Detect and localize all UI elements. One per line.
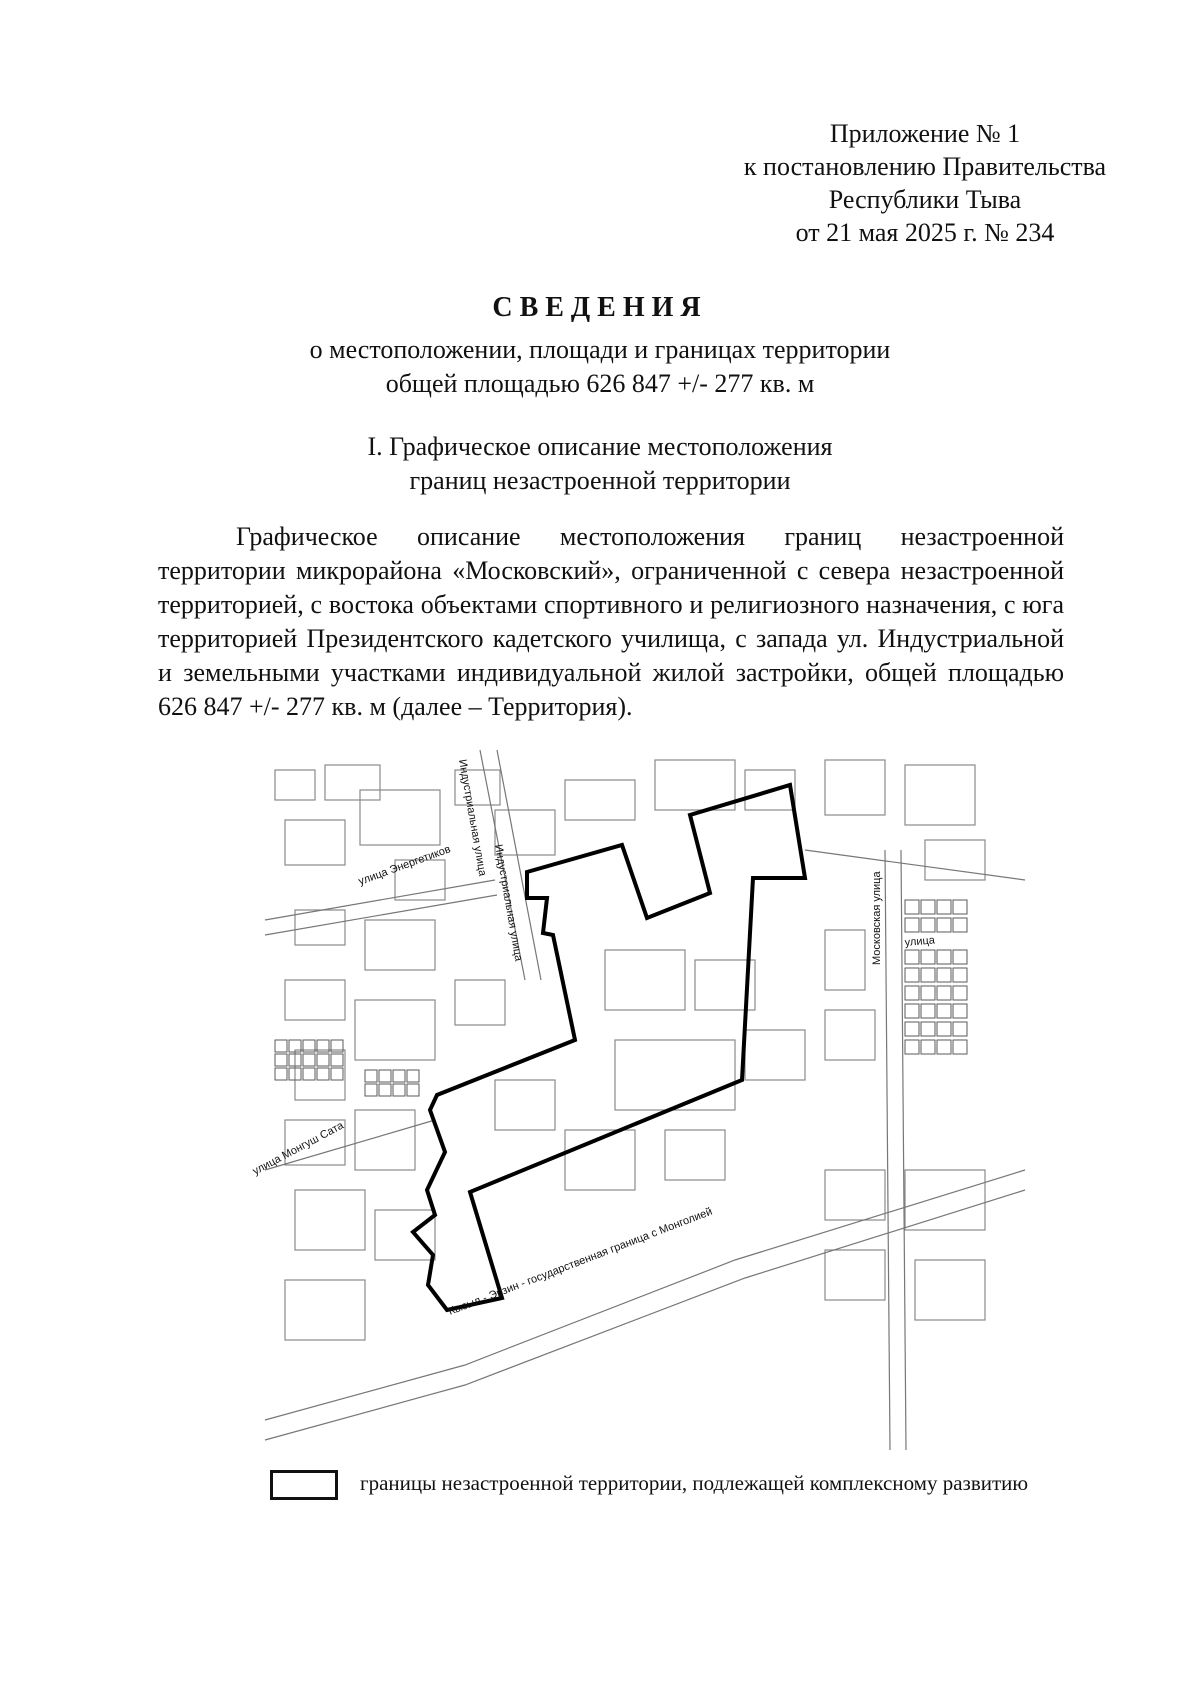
territory-map (250, 750, 1025, 1450)
appendix-date: от 21 мая 2025 г. № 234 (795, 218, 1055, 247)
subtitle-line-2: общей площадью 626 847 +/- 277 кв. м (385, 369, 815, 398)
appendix-number: Приложение № 1 (829, 119, 1021, 148)
section-heading (0, 430, 1200, 498)
legend-symbol (270, 1470, 338, 1500)
map-roads (265, 750, 1025, 1450)
map-background-blocks (275, 760, 985, 1340)
appendix-republic: Республики Тыва (828, 185, 1022, 214)
street-label-industrialnaya-top: Индустриальная улица (456, 758, 489, 878)
appendix-block (700, 117, 1150, 249)
street-label-mongush-sat: улица Монгуш Сата (250, 1119, 346, 1178)
street-label-energetikov: улица Энергетиков (356, 843, 453, 888)
body-paragraph: Графическое описание местоположения границ незастроенной территории микрорайона «Московский», ограниченной с севера незастроенной территорией, с востока объектами спортивного и религиозного назначения, с юга территорией Президентского кадетского училища, с запада ул. Индустриальной и земельными участками индивидуальной жилой застройки, общей площадью 626 847 +/- 277 кв. м (далее – Территория). (158, 522, 1064, 721)
street-label-industrialnaya-mid: Индустриальная улица (492, 843, 525, 963)
document-title: СВЕДЕНИЯ (492, 292, 708, 323)
subtitle-line-1: о местоположении, площади и границах территории (309, 335, 891, 364)
street-label-highway: Кызыл - Эрзин - государственная граница с Монголией (446, 1205, 715, 1318)
appendix-resolution: к постановлению Правительства (743, 152, 1107, 181)
legend-text: границы незастроенной территории, подлежащей комплексному развитию (360, 1471, 1029, 1495)
document-subtitle (0, 333, 1200, 401)
street-label-moskovskaya: Московская улица (871, 871, 883, 965)
territory-boundary (413, 785, 805, 1310)
section-heading-line-1: I. Графическое описание местоположения (367, 432, 833, 461)
section-heading-line-2: границ незастроенной территории (409, 466, 791, 495)
map-drawing (250, 750, 1025, 1450)
street-label-small-street: улица (904, 934, 936, 949)
